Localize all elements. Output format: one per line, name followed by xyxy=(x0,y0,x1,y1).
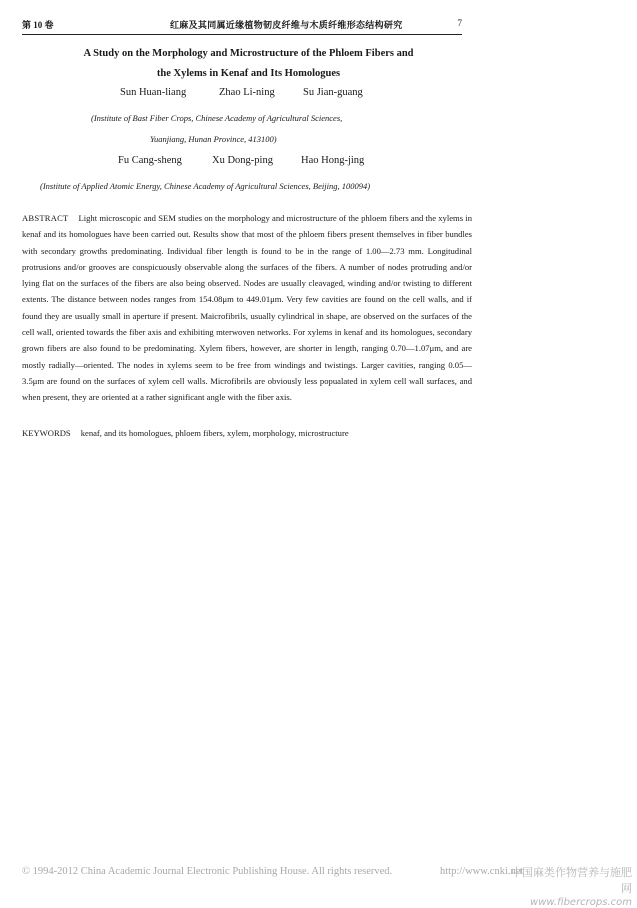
keywords-text: kenaf, and its homologues, phloem fibers, xylem, morphology, microstructure xyxy=(80,428,349,438)
running-title: 红麻及其同属近缘植物韧皮纤维与木质纤维形态结构研究 xyxy=(170,20,403,30)
watermark xyxy=(510,864,632,908)
copyright-text: © 1994-2012 China Academic Journal Electronic Publishing House. All rights reserved. xyxy=(22,866,393,877)
author-name: Xu Dong-ping xyxy=(212,155,273,166)
abstract-label: ABSTRACT xyxy=(22,213,69,223)
author-name: Zhao Li-ning xyxy=(219,87,275,98)
paper-title xyxy=(0,44,497,84)
footer-url: http://www.cnki.net xyxy=(440,866,524,877)
keywords-label: KEYWORDS xyxy=(22,428,71,438)
affiliation-line-1: (Institute of Bast Fiber Crops, Chinese Academy of Agricultural Sciences, xyxy=(91,113,343,123)
author-name: Sun Huan-liang xyxy=(120,87,187,98)
title-line-1: A Study on the Morphology and Microstructure of the Phloem Fibers and xyxy=(83,48,414,59)
watermark-site: www.fibercrops.com xyxy=(530,897,632,908)
running-header xyxy=(22,14,462,35)
author-name: Su Jian-guang xyxy=(303,87,363,98)
affiliation-line: (Institute of Applied Atomic Energy, Chinese Academy of Agricultural Sciences, Beijing, 100094) xyxy=(40,181,371,191)
author-name: Hao Hong-jing xyxy=(301,155,365,166)
abstract-text: Light microscopic and SEM studies on the morphology and microstructure of the phloem fibers and the xylems in kenaf and its homologues have been carried out. Results show that most of the phloem fibers present themselves in fiber bundles with secondary growths predominating. Individual fiber length is found to be in the range of 1.00—2.73 mm. Longitudinal protrusions and/or grooves are conspicuously observable along the surfaces of the fibers. A number of nodes protruding and/or lying flat on the surfaces of the fibers are also being observed. Nodes are usually cleavaged, winding and/or twisting to different extents. The distance between nodes ranges from 154.08μm to 449.01μm. Very few cavities are found on the cell walls, and if found they are usually small in aperture if present. Maicrofibrils, usually cylindrical in shape, are observed on the surfaces of the cell wall, oriented towards the fiber axis and exhibiting mterwoven networks. For xylems in kenaf and its homologues, secondary grown fibers are also found to be predominating. Xylem fibers, however, are shorter in length, ranging 0.70—1.07μm, and are mostly radially—oriented. The nodes in xylems seem to be free from windings and twistings. Larger cavities, ranging 0.05—3.5μm are found on the surfaces of xylem cell walls. Microfibrils are obviously less popualated in xylem cell wall surfaces, and when present, they are oriented at a rather significant angle with the fiber axis. xyxy=(22,213,472,403)
volume-label: 第 10 卷 xyxy=(22,20,54,30)
keywords xyxy=(22,428,482,438)
page-number: 7 xyxy=(457,18,462,28)
watermark-cn: 中国麻类作物营养与施肥网 xyxy=(511,866,632,895)
author-name: Fu Cang-sheng xyxy=(118,155,182,166)
affiliation-line-2: Yuanjiang, Hunan Province, 413100) xyxy=(150,134,277,144)
abstract xyxy=(22,210,472,406)
title-line-2: the Xylems in Kenaf and Its Homologues xyxy=(156,68,341,79)
